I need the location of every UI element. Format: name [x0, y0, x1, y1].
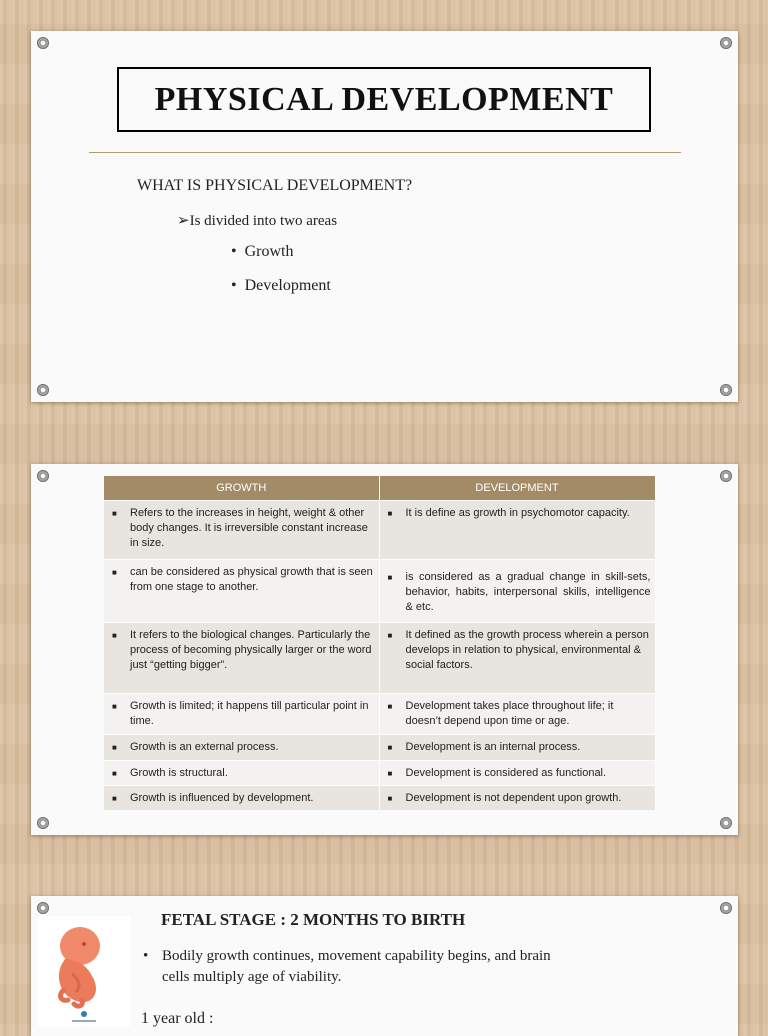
bullet-text: Development: [244, 277, 331, 294]
table-cell: [104, 623, 379, 694]
table-cell: [379, 735, 655, 761]
table-cell: [104, 560, 379, 623]
bullet-icon: •: [231, 277, 237, 294]
arrow-point: ➢Is divided into two areas: [177, 213, 338, 229]
table-row: [104, 694, 655, 735]
bullet-text: Growth: [244, 243, 294, 260]
table-cell: [104, 735, 379, 761]
cell-text: is considered as a gradual change in skill-sets, behavior, habits, interpersonal skills, intelligence & etc.: [405, 571, 651, 613]
slide-title-box: [117, 67, 651, 132]
square-bullet-icon: ■: [387, 769, 393, 778]
square-bullet-icon: ■: [112, 702, 117, 711]
cell-text: Growth is an external process.: [130, 741, 279, 753]
square-bullet-icon: ■: [387, 631, 393, 640]
slide-title: PHYSICAL DEVELOPMENT: [154, 80, 614, 118]
square-bullet-icon: ■: [387, 702, 393, 711]
grommet-icon: [720, 817, 732, 829]
cell-text: can be considered as physical growth that is seen from one stage to another.: [130, 566, 373, 593]
table-cell: [379, 623, 655, 694]
cell-text: Development is an internal process.: [405, 741, 581, 753]
cell-text: Development is considered as functional.: [405, 767, 607, 779]
square-bullet-icon: ■: [387, 743, 393, 752]
table-cell: [104, 501, 379, 560]
subheading: 1 year old :: [141, 1010, 214, 1027]
cell-text: Growth is structural.: [130, 767, 228, 779]
cell-text: Refers to the increases in height, weight & other body changes. It is irreversible constant increase in size.: [130, 507, 368, 549]
column-header-growth: GROWTH: [104, 476, 379, 501]
table-cell: [379, 761, 655, 786]
table-row: [104, 623, 655, 694]
table-cell: [379, 560, 655, 623]
grommet-icon: [720, 37, 732, 49]
cell-text: Development is not dependent upon growth.: [405, 792, 622, 804]
square-bullet-icon: ■: [112, 509, 117, 518]
cell-text: Growth is influenced by development.: [130, 792, 314, 804]
grommet-icon: [720, 384, 732, 396]
table-cell: [104, 694, 379, 735]
square-bullet-icon: ■: [112, 631, 117, 640]
table-row: [104, 761, 655, 786]
grommet-icon: [37, 817, 49, 829]
bullet-item: [231, 243, 294, 261]
grommet-icon: [37, 37, 49, 49]
grommet-icon: [37, 384, 49, 396]
bullet-text: Bodily growth continues, movement capability begins, and brain cells multiply age of viability.: [162, 948, 551, 985]
slide-heading: FETAL STAGE : 2 MONTHS TO BIRTH: [161, 910, 466, 929]
table-row: [104, 786, 655, 811]
cell-text: Growth is limited; it happens till particular point in time.: [130, 700, 369, 727]
table-cell: [379, 694, 655, 735]
square-bullet-icon: ■: [112, 769, 117, 778]
bullet-item: [143, 946, 573, 988]
table-cell: [104, 761, 379, 786]
table-row: [104, 560, 655, 623]
divider: [89, 152, 681, 153]
grommet-icon: [720, 470, 732, 482]
cell-text: It refers to the biological changes. Particularly the process of becoming physically larger or the word just “getting bigger”.: [130, 629, 372, 671]
square-bullet-icon: ■: [387, 573, 393, 582]
column-header-development: DEVELOPMENT: [379, 476, 655, 501]
square-bullet-icon: ■: [112, 743, 117, 752]
grommet-icon: [720, 902, 732, 914]
fetus-illustration-icon: [38, 916, 130, 1026]
bullet-icon: •: [231, 243, 237, 260]
grommet-icon: [37, 470, 49, 482]
slide-2: [31, 464, 738, 835]
cell-text: It defined as the growth process wherein a person develops in relation to physical, environmental & social factors.: [405, 629, 649, 671]
slide-1: [31, 31, 738, 402]
square-bullet-icon: ■: [112, 794, 117, 803]
table-cell: [104, 786, 379, 811]
table-row: [104, 735, 655, 761]
fetus-image: [38, 916, 130, 1026]
slide-heading: WHAT IS PHYSICAL DEVELOPMENT?: [137, 177, 413, 194]
cell-text: Development takes place throughout life; it doesn’t depend upon time or age.: [405, 700, 614, 727]
table-cell: [379, 786, 655, 811]
table-cell: [379, 501, 655, 560]
comparison-table: [104, 476, 656, 810]
bullet-item: [231, 277, 331, 295]
square-bullet-icon: ■: [112, 568, 117, 577]
square-bullet-icon: ■: [387, 794, 393, 803]
table-row: [104, 501, 655, 560]
bullet-icon: •: [143, 948, 149, 964]
cell-text: It is define as growth in psychomotor capacity.: [405, 507, 630, 519]
slide-3: [31, 896, 738, 1036]
square-bullet-icon: ■: [387, 509, 393, 518]
grommet-icon: [37, 902, 49, 914]
